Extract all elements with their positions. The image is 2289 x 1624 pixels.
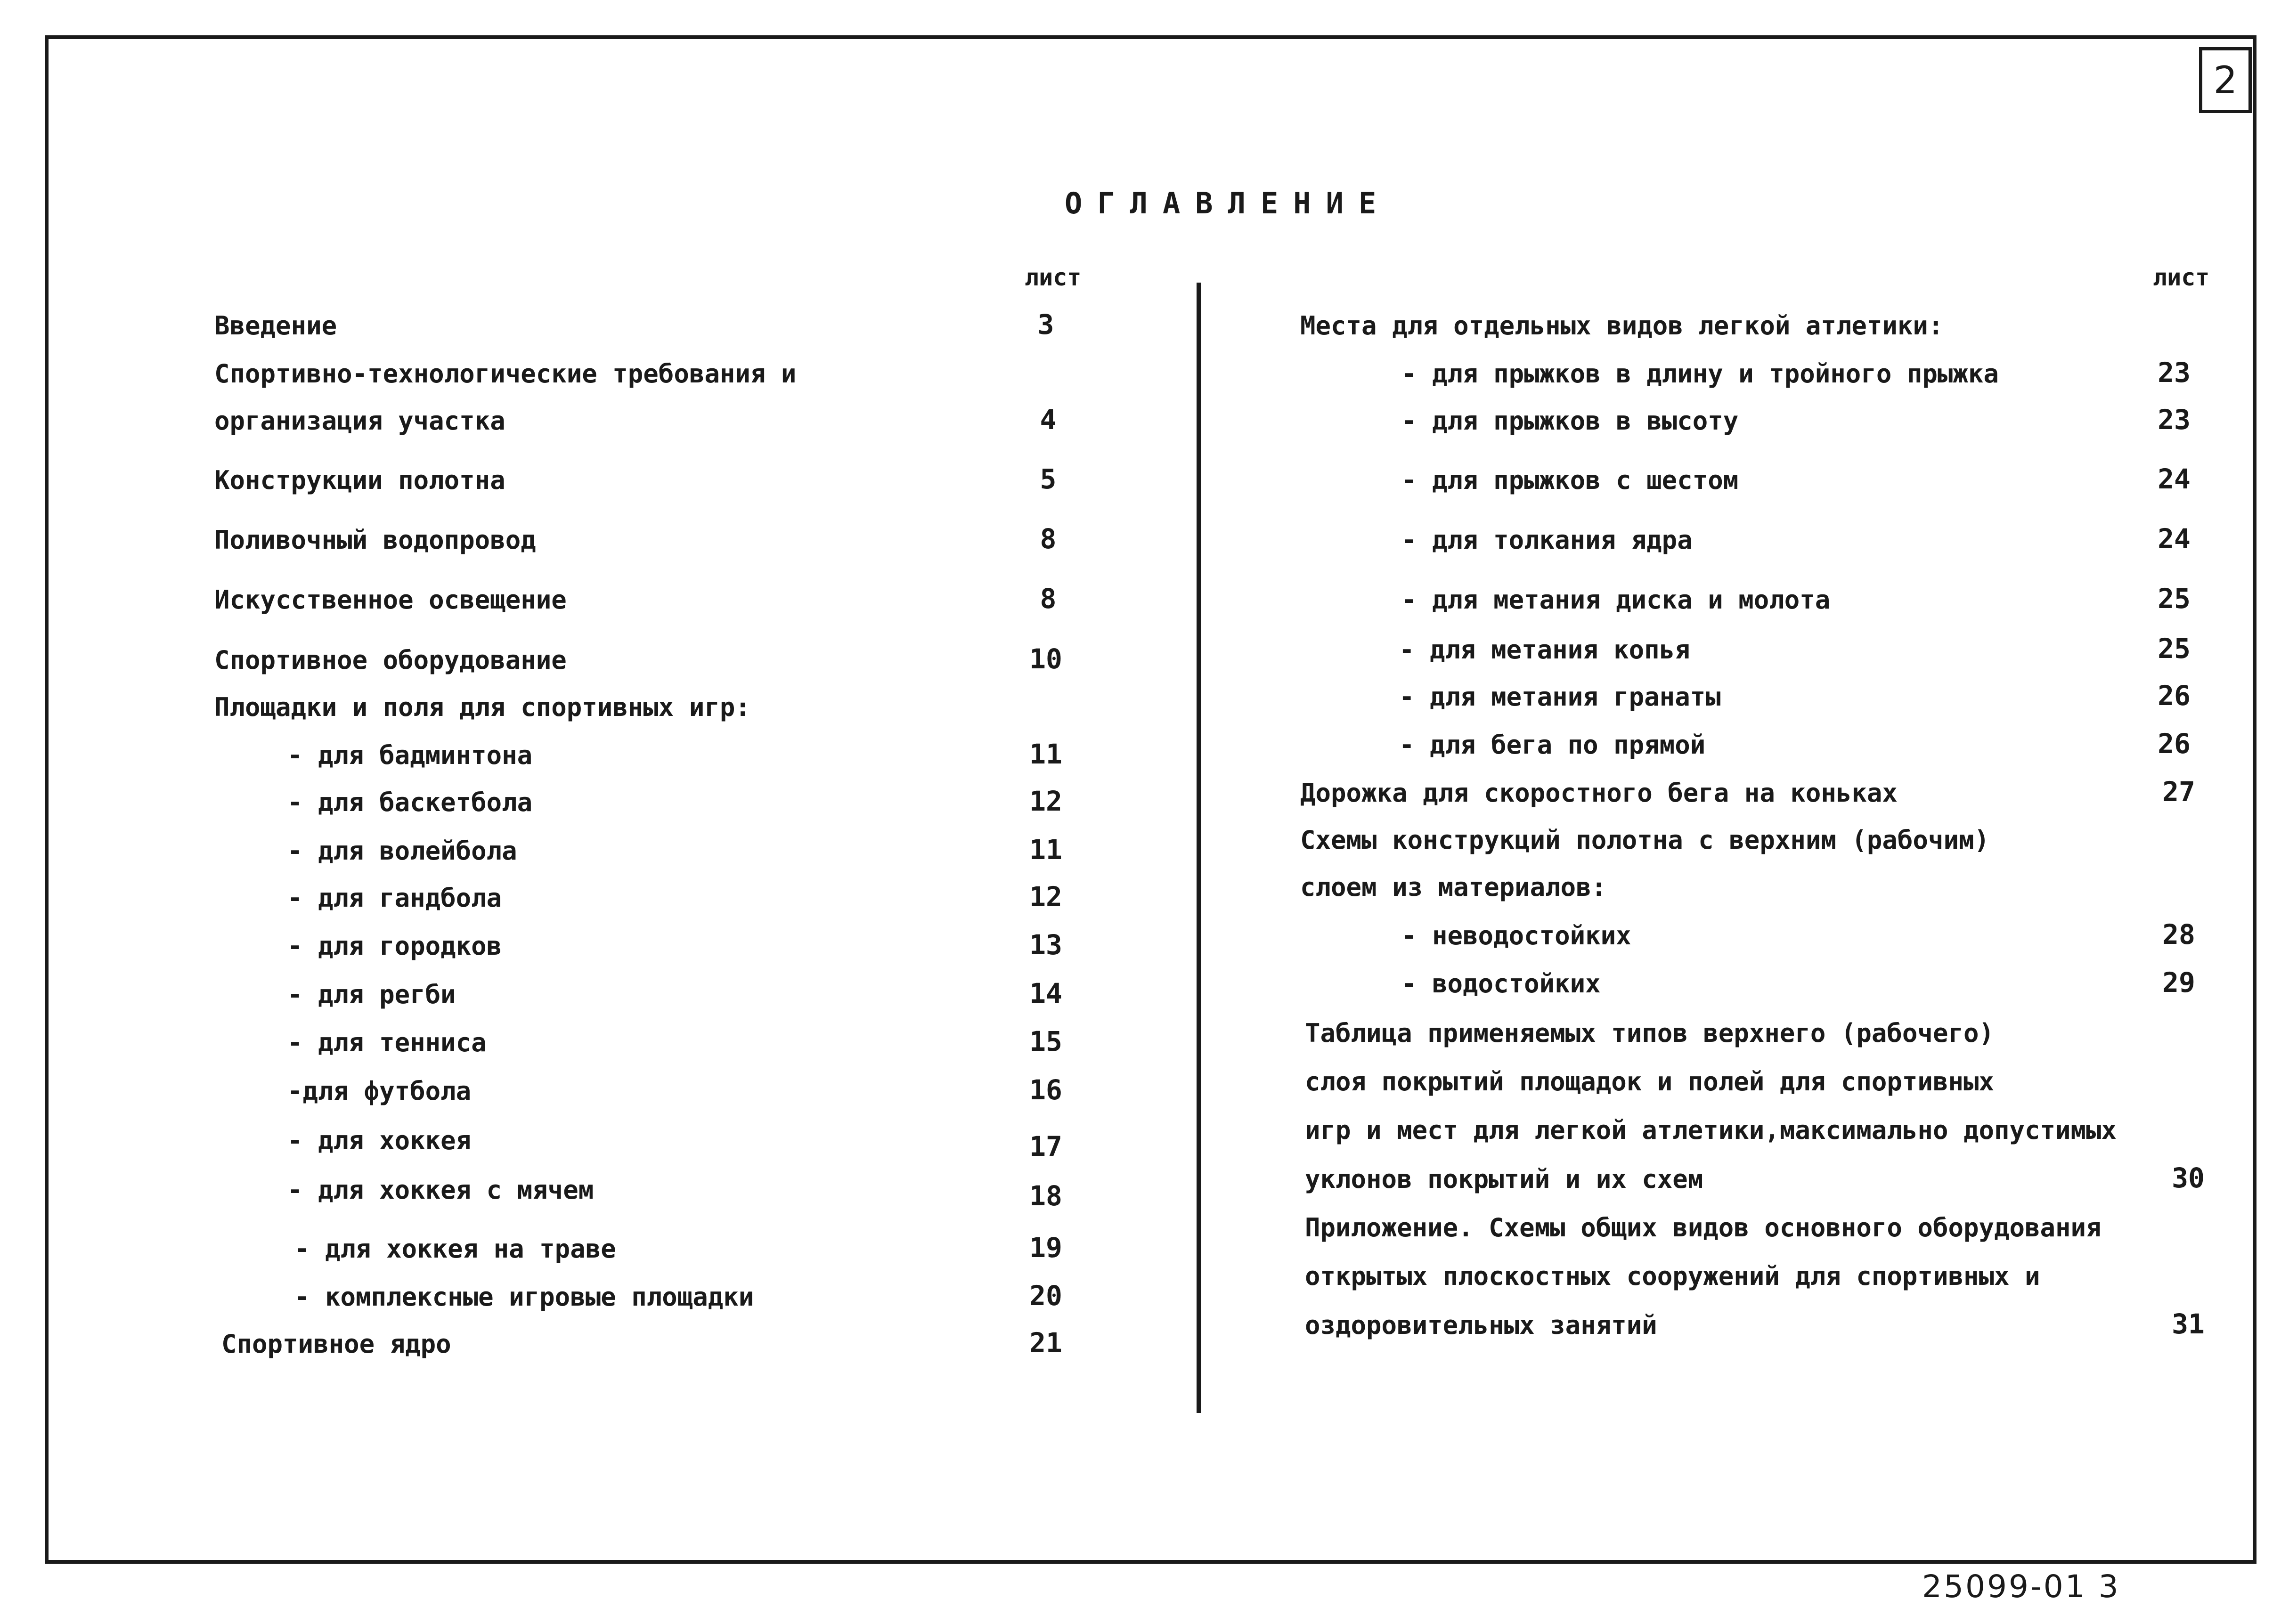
- toc-entry-page: 26: [2158, 680, 2191, 712]
- toc-entry-page: 21: [1029, 1327, 1062, 1359]
- toc-entry-text: слоя покрытий площадок и полей для спортивных: [1305, 1067, 1994, 1096]
- toc-entry-page: 12: [1029, 881, 1062, 913]
- toc-entry-page: 11: [1029, 738, 1062, 770]
- toc-entry-page: 18: [1029, 1180, 1062, 1212]
- toc-entry-text: - для метания копья: [1399, 635, 1690, 665]
- toc-entry-page: 25: [2158, 633, 2191, 665]
- toc-entry-text: - комплексные игровые площадки: [294, 1282, 754, 1312]
- sheet-number-box: [2199, 47, 2252, 113]
- toc-entry-page: 4: [1040, 404, 1057, 436]
- left-sheet-column-label: лист: [1025, 264, 1082, 291]
- toc-entry-text: - для баскетбола: [287, 788, 533, 817]
- toc-entry-page: 10: [1029, 643, 1062, 675]
- toc-entry-text: - для прыжков с шестом: [1401, 465, 1739, 495]
- toc-entry-text: - водостойких: [1401, 969, 1601, 999]
- toc-entry-page: 30: [2172, 1162, 2205, 1194]
- toc-entry-page: 28: [2162, 918, 2195, 950]
- column-divider: [1197, 283, 1201, 1413]
- toc-entry-text: Таблица применяемых типов верхнего (рабочего): [1305, 1018, 1994, 1048]
- toc-entry-text: Поливочный водопровод: [214, 525, 536, 555]
- toc-entry-text: - для волейбола: [287, 836, 517, 866]
- toc-entry-text: игр и мест для легкой атлетики,максимально допустимых: [1305, 1115, 2117, 1145]
- toc-entry-text: слоем из материалов:: [1300, 872, 1607, 902]
- toc-entry-text: - для хоккея с мячем: [287, 1175, 594, 1205]
- toc-entry-text: - для метания диска и молота: [1401, 585, 1831, 615]
- toc-entry-page: 31: [2172, 1308, 2205, 1340]
- toc-entry-text: - для тенниса: [287, 1028, 487, 1057]
- toc-entry-text: - для городков: [287, 931, 502, 961]
- toc-entry-text: - для метания гранаты: [1399, 682, 1721, 712]
- toc-entry-text: Схемы конструкций полотна с верхним (рабочим): [1300, 825, 1989, 855]
- toc-entry-page: 25: [2158, 583, 2191, 615]
- toc-entry-text: уклонов покрытий и их схем: [1305, 1164, 1703, 1194]
- toc-entry-page: 13: [1029, 929, 1062, 961]
- toc-entry-page: 26: [2158, 728, 2191, 760]
- toc-entry-text: - для прыжков в длину и тройного прыжка: [1401, 359, 1999, 389]
- toc-entry-text: открытых плоскостных сооружений для спортивных и: [1305, 1261, 2040, 1291]
- toc-entry-page: 17: [1029, 1130, 1062, 1162]
- toc-entry-page: 16: [1029, 1074, 1062, 1106]
- toc-entry-text: Дорожка для скоростного бега на коньках: [1300, 778, 1898, 808]
- toc-entry-text: Приложение. Схемы общих видов основного оборудования: [1305, 1213, 2102, 1242]
- toc-entry-page: 12: [1029, 785, 1062, 817]
- toc-entry-page: 23: [2158, 357, 2191, 389]
- toc-entry-page: 8: [1040, 583, 1057, 615]
- page-title: ОГЛАВЛЕНИЕ: [1065, 186, 1392, 220]
- toc-entry-page: 11: [1029, 834, 1062, 866]
- toc-entry-text: Искусственное освещение: [214, 585, 567, 615]
- toc-entry-text: - для хоккея на траве: [294, 1234, 616, 1264]
- sheet-number: 2: [2213, 58, 2238, 102]
- toc-entry-text: - для прыжков в высоту: [1401, 406, 1739, 436]
- toc-entry-page: 29: [2162, 966, 2195, 999]
- toc-entry-page: 15: [1029, 1025, 1062, 1057]
- toc-entry-page: 19: [1029, 1232, 1062, 1264]
- toc-entry-text: Спортивное оборудование: [214, 645, 567, 675]
- toc-entry-text: - неводостойких: [1401, 921, 1631, 950]
- right-sheet-column-label: лист: [2153, 264, 2210, 291]
- toc-entry-page: 24: [2158, 463, 2191, 495]
- toc-entry-text: Спортивное ядро: [221, 1329, 451, 1359]
- toc-entry-text: - для гандбола: [287, 883, 502, 913]
- toc-entry-text: -для футбола: [287, 1076, 472, 1106]
- toc-entry-text: - для регби: [287, 980, 456, 1009]
- toc-entry-text: Конструкции полотна: [214, 465, 505, 495]
- toc-entry-page: 23: [2158, 404, 2191, 436]
- toc-entry-page: 8: [1040, 523, 1057, 555]
- toc-entry-text: организация участка: [214, 406, 505, 436]
- toc-entry-text: Места для отдельных видов легкой атлетики:: [1300, 311, 1944, 341]
- toc-entry-page: 3: [1037, 309, 1054, 341]
- toc-entry-text: Введение: [214, 311, 337, 341]
- toc-entry-page: 24: [2158, 523, 2191, 555]
- toc-entry-page: 14: [1029, 977, 1062, 1009]
- toc-entry-text: - для бега по прямой: [1399, 730, 1706, 760]
- toc-entry-text: - для бадминтона: [287, 740, 533, 770]
- toc-entry-text: Площадки и поля для спортивных игр:: [214, 692, 750, 722]
- document-code: 25099-01 3: [1922, 1568, 2120, 1605]
- toc-entry-text: - для хоккея: [287, 1126, 472, 1155]
- toc-entry-text: Спортивно-технологические требования и: [214, 359, 797, 389]
- toc-entry-page: 5: [1040, 463, 1057, 495]
- toc-entry-text: оздоровительных занятий: [1305, 1310, 1657, 1340]
- toc-entry-page: 20: [1029, 1280, 1062, 1312]
- toc-entry-text: - для толкания ядра: [1401, 525, 1693, 555]
- toc-entry-page: 27: [2162, 776, 2195, 808]
